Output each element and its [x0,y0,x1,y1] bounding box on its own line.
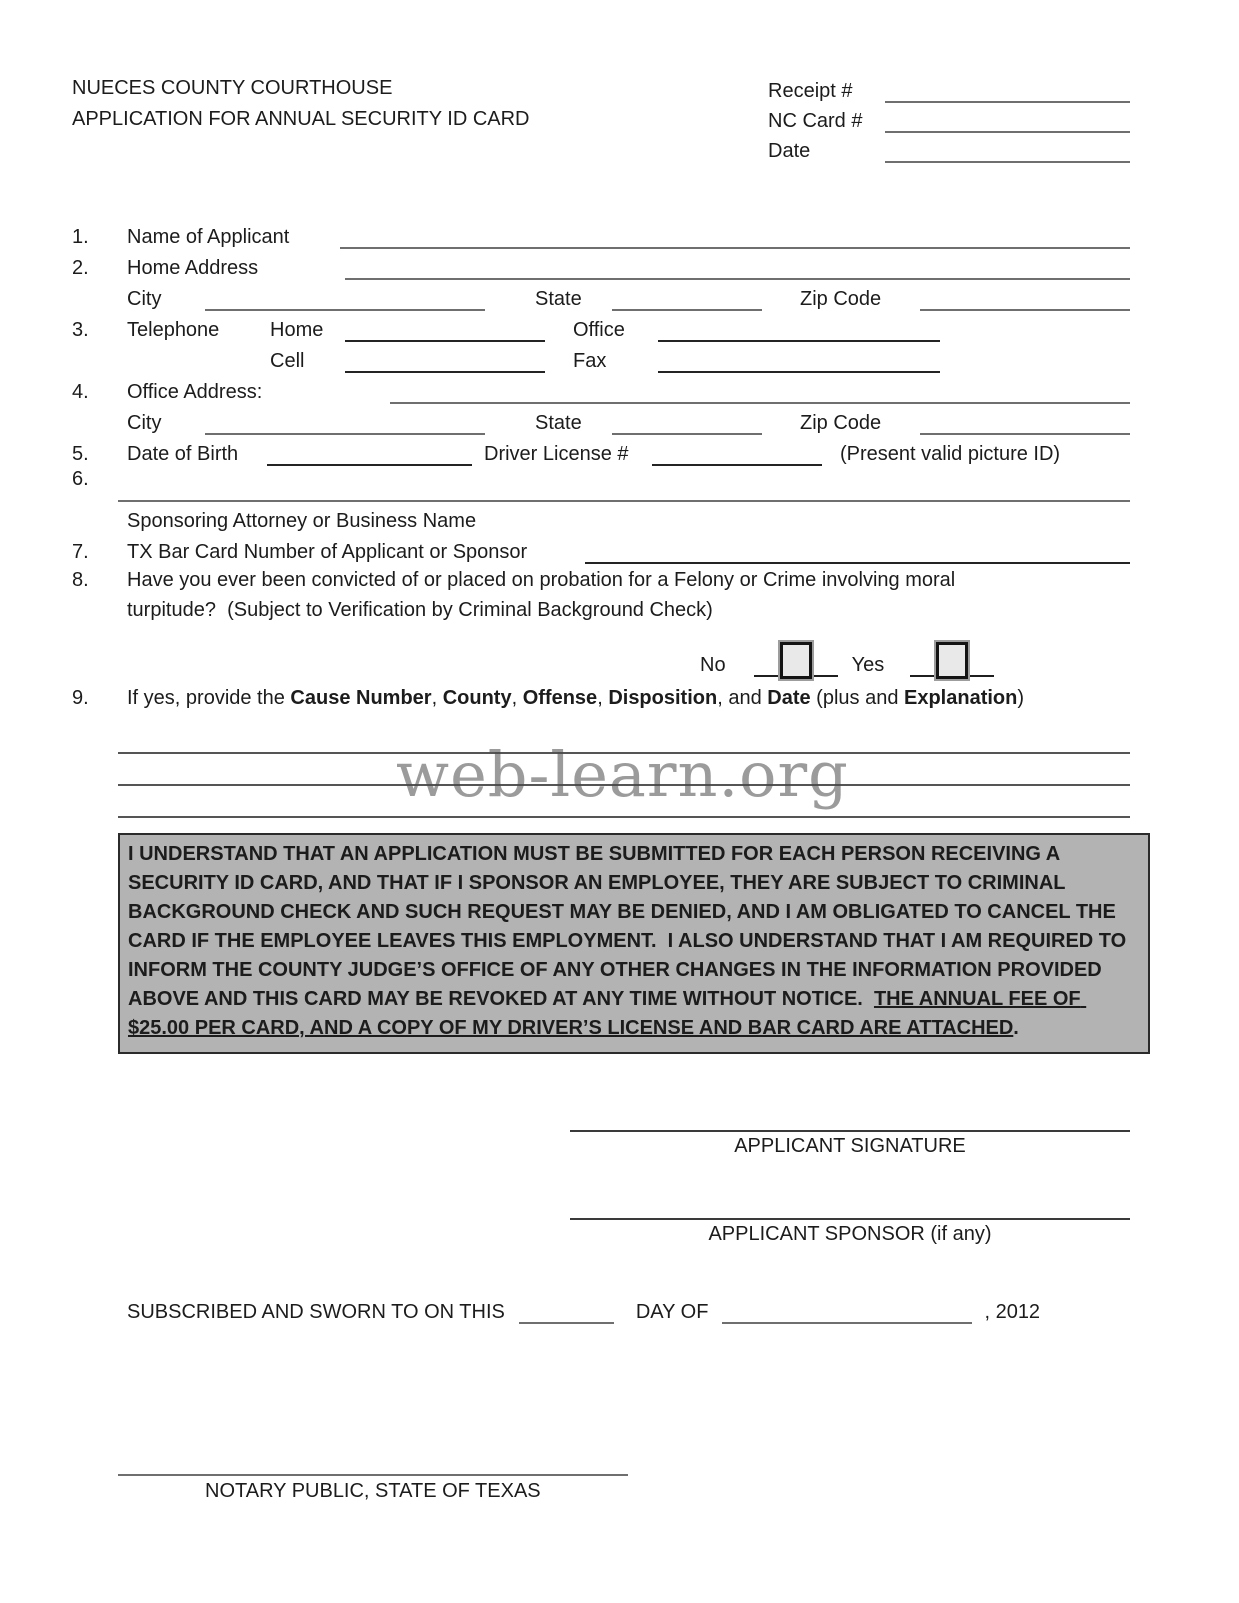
nc-card-input-line[interactable] [885,126,1130,133]
q9-text: , [597,687,609,709]
notary-signature-line[interactable] [118,1474,628,1476]
item-2-home-address [72,249,1130,280]
item-6-number: 6. [72,468,89,490]
q9-text: , [511,687,523,709]
sponsor-label-row [127,502,1130,533]
bar-card-input-line[interactable] [585,557,1130,564]
sworn-year: , 2012 [984,1301,1041,1323]
item-3-number: 3. [72,319,89,341]
home-city-input-line[interactable] [205,304,485,311]
item-9-number: 9. [72,687,89,709]
declaration-underlined-text: THE ANNUAL FEE OF $25.00 PER CARD, AND A COPY OF MY DRIVER’S LICENSE AND BAR CARD ARE ATTACHED [128,988,1087,1039]
phone-cell-input-line[interactable] [345,366,545,373]
applicant-signature-label: APPLICANT SIGNATURE [734,1135,966,1157]
name-label: Name of Applicant [127,226,290,248]
declaration-box [118,833,1150,1054]
question-line-1: Have you ever been convicted of or placed on probation for a Felony or Crime involving moral [127,569,956,591]
applicant-sponsor-line[interactable] [570,1218,1130,1220]
office-zip-input-line[interactable] [920,428,1130,435]
item-8-number: 8. [72,569,89,591]
phone-home-input-line[interactable] [345,335,545,342]
watermark: web-learn.org [396,738,849,811]
phone-fax-input-line[interactable] [658,366,940,373]
q9-text: , [431,687,443,709]
dob-input-line[interactable] [267,459,472,466]
item-9-text [127,683,1024,713]
no-label: No [700,654,726,676]
office-city-input-line[interactable] [205,428,485,435]
bar-card-label: TX Bar Card Number of Applicant or Sponsor [127,541,528,563]
q9-bold-cause-number: Cause Number [290,687,432,709]
phone-home-label: Home [270,319,324,341]
applicant-sponsor-label: APPLICANT SPONSOR (if any) [708,1223,992,1245]
home-address-label: Home Address [127,257,259,279]
phone-cell-label: Cell [270,350,305,372]
q9-bold-date: Date [767,687,811,709]
city-label: City [127,412,162,434]
notary-label: NOTARY PUBLIC, STATE OF TEXAS [205,1480,541,1502]
office-address-label: Office Address: [127,381,263,403]
day-of-label: DAY OF [635,1301,709,1323]
zip-label: Zip Code [800,288,882,310]
yes-label: Yes [851,654,885,676]
q9-bold-explanation: Explanation [904,687,1018,709]
q9-text: If yes, provide the [127,687,291,709]
explanation-line-1[interactable] [118,722,1130,754]
date-input-line[interactable] [885,156,1130,163]
city-label: City [127,288,162,310]
yes-checkbox[interactable] [936,642,968,679]
receipt-label: Receipt # [768,80,853,102]
page-title: NUECES COUNTY COURTHOUSE [72,77,393,99]
item-2-number: 2. [72,257,89,279]
explanation-line-2[interactable] [118,754,1130,786]
state-label: State [535,288,582,310]
driver-license-input-line[interactable] [652,459,822,466]
no-answer-line [754,642,838,677]
dob-label: Date of Birth [127,443,239,465]
date-label: Date [768,140,811,162]
sponsor-input-line[interactable] [118,491,1130,502]
header-fields [768,73,1130,163]
sworn-row [127,1290,1239,1324]
sworn-prefix: SUBSCRIBED AND SWORN TO ON THIS [127,1301,505,1323]
q9-text: ) [1017,687,1025,709]
item-4-number: 4. [72,381,89,403]
office-address-input-line[interactable] [390,397,1130,404]
no-checkbox[interactable] [780,642,812,679]
declaration-period: . [1013,1017,1019,1039]
home-zip-input-line[interactable] [920,304,1130,311]
phone-office-label: Office [573,319,625,341]
item-8-question [72,565,1130,625]
form-items [0,218,1239,818]
sworn-month-input-line[interactable] [722,1317,972,1324]
zip-label: Zip Code [800,412,882,434]
driver-license-label: Driver License # [484,443,629,465]
date-row [768,133,1130,163]
state-label: State [535,412,582,434]
phone-fax-label: Fax [573,350,607,372]
page-subtitle: APPLICATION FOR ANNUAL SECURITY ID CARD [72,108,530,130]
item-7-bar-card [72,533,1130,564]
telephone-cell-fax-row [270,342,1130,373]
office-city-state-zip-row [127,404,1130,435]
item-9-explanation [72,683,1130,713]
nc-card-row [768,103,1130,133]
home-city-state-zip-row [127,280,1130,311]
picture-id-note: (Present valid picture ID) [840,443,1061,465]
telephone-label: Telephone [127,319,220,341]
sworn-day-input-line[interactable] [519,1317,614,1324]
no-yes-row [700,627,1239,677]
q9-bold-disposition: Disposition [608,687,718,709]
declaration-text: I UNDERSTAND THAT AN APPLICATION MUST BE SUBMITTED FOR EACH PERSON RECEIVING A SECURITY ID CARD, AND THAT IF I SPONSOR AN EMPLOYEE, THEY ARE SUBJECT TO CRIMINAL BACKGROUND CHECK AND SUCH REQUEST MAY BE DENIED, AND I AM OBLIGATED TO CANCEL THE CARD IF THE EMPLOYEE LEAVES THIS EMPLOYMENT. I ALSO UNDERSTAND THAT I AM REQUIRED TO INFORM THE COUNTY JUDGE’S OFFICE OF ANY OTHER CHANGES IN THE INFORMATION PROVIDED ABOVE AND THIS CARD MAY BE REVOKED AT ANY TIME WITHOUT NOTICE. [128,843,1132,1010]
receipt-row [768,73,1130,103]
sponsor-label: Sponsoring Attorney or Business Name [127,510,477,532]
item-1-name [72,218,1130,249]
item-4-office-address [72,373,1130,404]
title-block [72,73,768,163]
explanation-line-3[interactable] [118,786,1130,818]
item-5-number: 5. [72,443,89,465]
home-address-input-line[interactable] [345,273,1130,280]
name-input-line[interactable] [340,242,1130,249]
q9-text: (plus and [810,687,904,709]
q9-bold-county: County [442,687,512,709]
item-5-dob [72,435,1130,466]
item-7-number: 7. [72,541,89,563]
item-6-number-row [72,466,1130,491]
item-3-telephone [72,311,1130,342]
question-line-2: turpitude? (Subject to Verification by Criminal Background Check) [127,599,713,621]
home-state-input-line[interactable] [612,304,762,311]
q9-bold-offense: Offense [522,687,598,709]
item-1-number: 1. [72,226,89,248]
receipt-input-line[interactable] [885,96,1130,103]
office-state-input-line[interactable] [612,428,762,435]
form-header [72,73,1130,163]
nc-card-label: NC Card # [768,110,863,132]
yes-answer-line [910,642,994,677]
phone-office-input-line[interactable] [658,335,940,342]
applicant-signature-line[interactable] [570,1130,1130,1132]
q9-text: , and [717,687,768,709]
